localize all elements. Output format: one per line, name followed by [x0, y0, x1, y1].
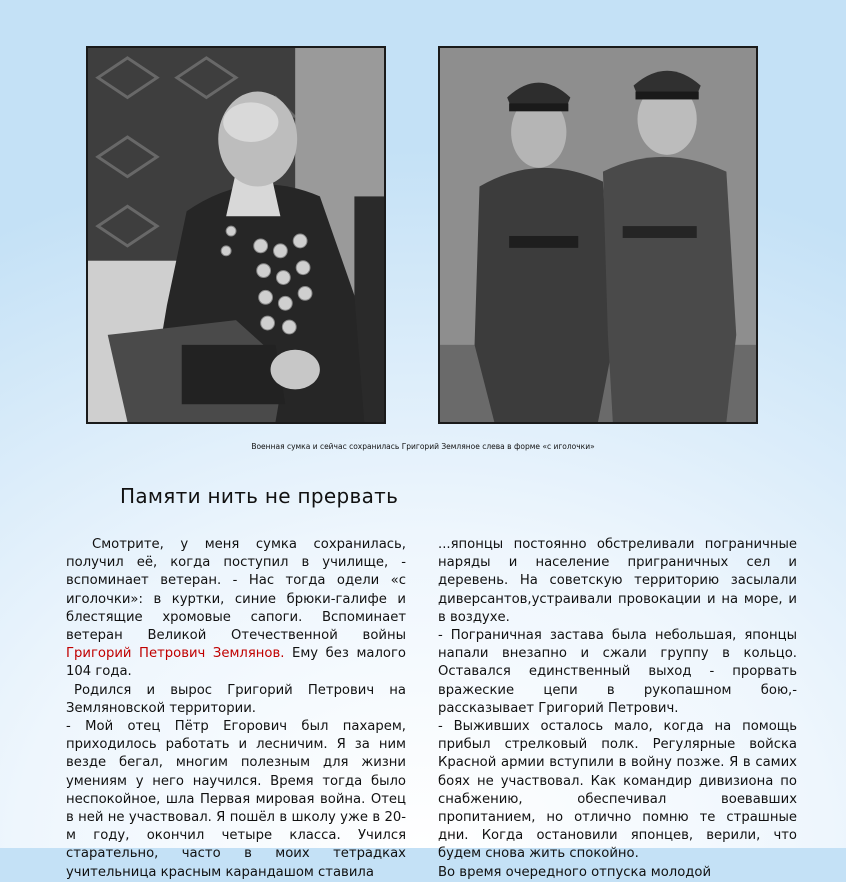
paragraph-text: Смотрите, у меня сумка сохранилась, получил её, когда поступил в училище, - вспоминает ветеран. - Нас тогда одели «с иголочки»: в куртки, синие брюки-галифе и блестящие хромовые сапоги. Вспоминает ветеран Великой Отечественной войны — [66, 537, 406, 644]
paragraph: Родился и вырос Григорий Петрович на Земляновской территории. — [66, 682, 406, 716]
paragraph: Во время очередного отпуска молодой — [438, 864, 712, 880]
paragraph — [66, 536, 406, 682]
article-column-right — [438, 536, 797, 882]
article-column-left — [66, 536, 406, 882]
veteran-photo — [86, 46, 386, 424]
paragraph: - Выживших осталось мало, когда на помощь прибыл стрелковый полк. Регулярные войска Красной армии вступили в войну позже. Я в самих боях не участвовал. Как командир дивизиона по снабжению, обеспечивал воевавших пропитанием, но отлично помню те страшные дни. Когда остановили японцев, верили, что будем снова жить спокойно. — [438, 719, 797, 862]
photo-caption: Военная сумка и сейчас сохранилась Григорий Земляное слева в форме «с иголочки» — [251, 442, 595, 451]
article-title: Памяти нить не прервать — [120, 484, 399, 508]
soldiers-photo — [438, 46, 758, 424]
paragraph: ...японцы постоянно обстреливали пограничные наряды и население приграничных сел и деревень. На советскую территорию засылали диверсантов,устраивали провокации и на море, и в воздухе. — [438, 537, 797, 625]
paragraph-text: Ему без малого 104 года. — [66, 646, 406, 680]
paragraph: - Пограничная застава была небольшая, японцы напали внезапно и сжали группу в кольцо. Оставался единственный выход - прорвать вражеские цепи в рукопашном бою,- рассказывает Григорий Петрович. — [438, 628, 797, 716]
paragraph: - Мой отец Пётр Егорович был пахарем, приходилось работать и лесничим. Я за ним везде бегал, многим полезным для жизни умениям у него научился. Время тогда было неспокойное, шла Первая мировая война. Отец в ней не участвовал. Я пошёл в школу уже в 20-м году, окончил четыре класса. Учился старательно, часто в моих тетрадках учительница красным карандашом ставила — [66, 719, 406, 880]
veteran-name: Григорий Петрович Землянов. — [66, 646, 285, 662]
